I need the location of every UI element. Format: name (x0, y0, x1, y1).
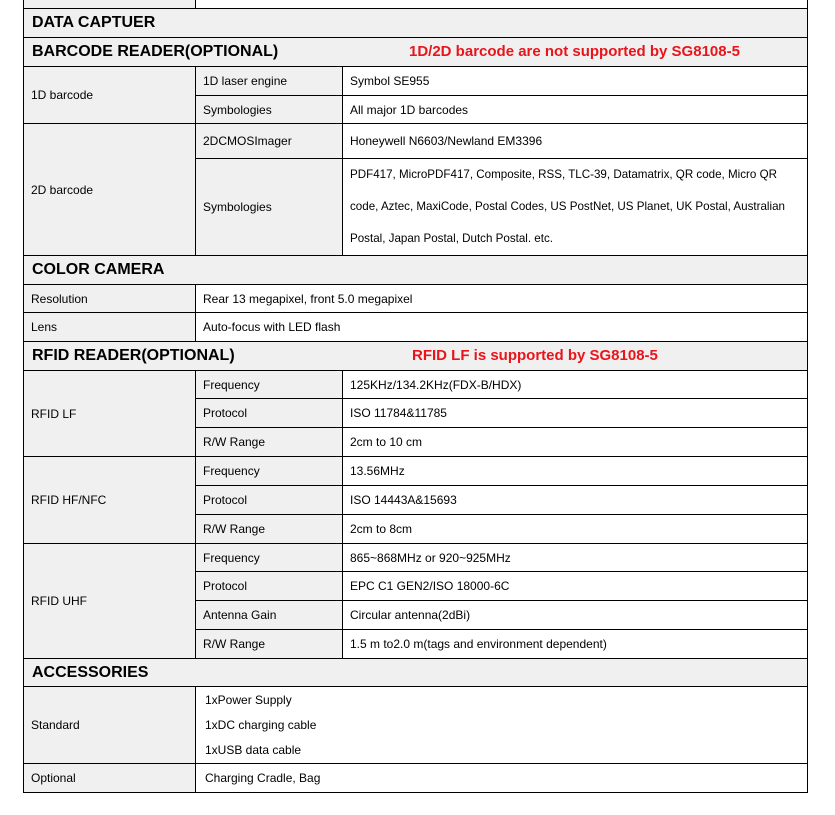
row-value-text: 125KHz/134.2KHz(FDX-B/HDX) (350, 377, 522, 392)
row-value (342, 543, 808, 572)
row-value-text: 13.56MHz (350, 464, 405, 478)
row-key-text: Resolution (31, 291, 88, 306)
row-key (23, 312, 196, 342)
value-line: 1xPower Supply (205, 692, 292, 707)
section-title: BARCODE READER(OPTIONAL) (32, 43, 279, 60)
barcode-support-note: 1D/2D barcode are not supported by SG8108-5 (409, 43, 740, 60)
row-key-text: Frequency (203, 464, 260, 478)
section-header-color-camera (23, 255, 808, 285)
row-key (195, 485, 343, 515)
row-value (195, 763, 808, 793)
row-key-text: Frequency (203, 377, 260, 392)
row-value (342, 485, 808, 515)
row-value-text: Auto-focus with LED flash (203, 320, 341, 334)
row-key (195, 600, 343, 630)
row-key-text: Antenna Gain (203, 608, 277, 622)
row-key-text: 1D laser engine (203, 74, 288, 88)
row-key-text: Symbologies (203, 102, 272, 117)
value-line: PDF417, MicroPDF417, Composite, RSS, TLC-39, Datamatrix, QR code, Micro QR (350, 168, 777, 181)
row-key (23, 763, 196, 793)
group-label-text: 2D barcode (31, 182, 94, 197)
group-label-text: 1D barcode (31, 88, 94, 102)
row-value (342, 95, 808, 124)
row-key-text: Optional (31, 771, 76, 785)
group-label-1d-barcode (23, 66, 196, 124)
row-value-text: ISO 14443A&15693 (350, 493, 457, 507)
row-key-text: Lens (31, 320, 58, 334)
row-key (195, 629, 343, 659)
row-value (342, 427, 808, 457)
row-key-text: Standard (31, 718, 80, 732)
row-value (342, 370, 808, 399)
group-label-rfid-hf-nfc (23, 456, 196, 544)
row-value (342, 66, 808, 96)
group-label-rfid-uhf (23, 543, 196, 659)
row-key (195, 95, 343, 124)
row-value-text: 865~868MHz or 920~925MHz (350, 550, 511, 565)
row-key (195, 158, 343, 256)
row-key (195, 514, 343, 544)
group-label-rfid-lf (23, 370, 196, 457)
row-key (23, 284, 196, 313)
row-value-text: EPC C1 GEN2/ISO 18000-6C (350, 579, 510, 593)
value-line: 1xDC charging cable (205, 717, 317, 732)
row-value-text: 1.5 m to2.0 m(tags and environment dependent) (350, 637, 607, 651)
row-value (195, 312, 808, 342)
row-key-text: Protocol (203, 406, 248, 420)
row-value (342, 398, 808, 428)
row-key-text: R/W Range (203, 522, 266, 536)
rfid-support-note: RFID LF is supported by SG8108-5 (412, 347, 658, 364)
row-key (195, 123, 343, 159)
group-label-text: RFID UHF (31, 594, 87, 608)
row-value-text: 2cm to 8cm (350, 522, 413, 536)
row-key (195, 398, 343, 428)
row-value-text: All major 1D barcodes (350, 102, 469, 117)
row-value-text: 2cm to 10 cm (350, 435, 423, 449)
row-key-text: 2DCMOSImager (203, 134, 292, 148)
section-title: RFID READER(OPTIONAL) (32, 347, 235, 364)
row-value-standard-accessories (195, 686, 808, 764)
row-value-text: Circular antenna(2dBi) (350, 608, 471, 622)
row-value (342, 123, 808, 159)
row-value-text: Charging Cradle, Bag (205, 771, 321, 785)
value-line: 1xUSB data cable (205, 742, 302, 757)
group-label-text: RFID HF/NFC (31, 493, 107, 507)
row-key (195, 456, 343, 486)
row-value (342, 629, 808, 659)
row-key (195, 427, 343, 457)
row-value-text: ISO 11784&11785 (350, 406, 447, 420)
row-key (195, 571, 343, 601)
row-value (342, 514, 808, 544)
row-value-text: Rear 13 megapixel, front 5.0 megapixel (203, 291, 413, 306)
row-value-text: Symbol SE955 (350, 74, 430, 88)
row-value (342, 456, 808, 486)
row-value (342, 600, 808, 630)
section-title: DATA CAPTUER (32, 14, 156, 31)
group-label-2d-barcode (23, 123, 196, 256)
row-key-text: Protocol (203, 579, 248, 593)
section-title: COLOR CAMERA (32, 261, 165, 278)
group-label-text: RFID LF (31, 406, 77, 421)
row-key (23, 686, 196, 764)
section-header-accessories (23, 658, 808, 687)
section-title: ACCESSORIES (32, 663, 149, 681)
value-line: Postal, Japan Postal, Dutch Postal. etc. (350, 232, 553, 245)
row-value-text: Honeywell N6603/Newland EM3396 (350, 134, 543, 148)
value-line: code, Aztec, MaxiCode, Postal Codes, US PostNet, US Planet, UK Postal, Australian (350, 200, 785, 213)
row-key-text: Protocol (203, 493, 248, 507)
row-key (195, 66, 343, 96)
row-value (195, 284, 808, 313)
section-header-data-capture (23, 8, 808, 38)
row-key-text: R/W Range (203, 637, 266, 651)
row-key-text: Symbologies (203, 200, 272, 214)
row-value-symbologies-2d (342, 158, 808, 256)
row-key-text: R/W Range (203, 435, 266, 449)
row-key (195, 543, 343, 572)
row-value (342, 571, 808, 601)
row-key-text: Frequency (203, 550, 260, 565)
row-key (195, 370, 343, 399)
